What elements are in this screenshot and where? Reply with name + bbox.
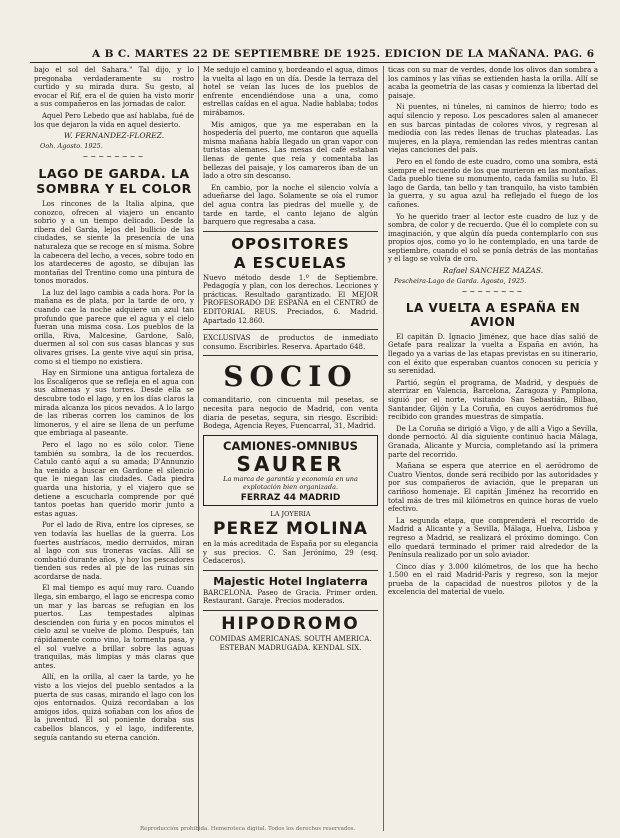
ornament-divider: ~~~~~~~~ — [82, 153, 146, 162]
article-paragraph: Mañana se espera que aterrice en el aeródromo de Cuatro Vientos, donde será recibido por las autoridades y por sus compañeros de aviación, que le preparan un cariñoso homenaje. El capitán Jiménez ha recorrido en total más de tres mil kilómetros en quince horas de vuelo efectivo. — [388, 462, 598, 514]
article-headline: LA VUELTA A ESPAÑA EN AVION — [405, 300, 581, 329]
author-signature: Rafael SANCHEZ MAZAS. — [442, 266, 544, 276]
dateline: Pescheira-Lago de Garda. Agosto, 1925. — [394, 276, 527, 285]
article-paragraph: Allí, en la orilla, al caer la tarde, yo he visto a los viejos del pueblo sentados a la puerta de sus casas, mirando el lago con los ojos entornados. Quizá recordaban a los amigos idos, quizá soñaban con los años de la juventud. El sol poniente doraba sus cabellos blancos, y el lago, indiferente, seguía cantando su eterna canción. — [34, 673, 194, 742]
ad-divider — [203, 231, 378, 232]
ad-saurer-title: CAMIONES-OMNIBUS — [223, 438, 358, 453]
ad-divider — [203, 570, 378, 571]
article-paragraph: Yo he querido traer al lector este cuadro de luz y de sombra, de color y de recuerdo. Que él lo complete con su imaginación, y que algún día pueda contemplarlo con sus propios ojos, como yo lo he contemplado, en una tarde de septiembre, cuando el sol se ponía detrás de las montañas y el lago se volvía de oro. — [388, 212, 598, 264]
ad-joyeria-label: LA JOYERIA — [270, 510, 311, 519]
article-paragraph: Hay en Sirmione una antigua fortaleza de los Escalígeros que se refleja en el agua con sus almenas y sus torres. Desde ella se descubre todo el lago, y en los días claros la mirada alcanza los picos nevados. A lo largo de las riberas corren los caminos de los limoneros, y el aire se llena de un perfume que embriaga al paseante. — [34, 369, 194, 438]
ad-hotel-title: Majestic Hotel Inglaterra — [213, 574, 368, 588]
article-paragraph: El capitán D. Ignacio Jiménez, que hace días salió de Getafe para realizar la vuelta a España en avión, ha llegado ya a varias de las etapas previstas en su itinerario, con el éxito que esperaban cuantos conocen su pericia y su serenidad. — [388, 332, 598, 376]
article-paragraph: Mis amigos, que ya me esperaban en la hospedería del puerto, me contaron que aquella misma mañana había llegado un gran vapor con turistas alemanes. Las mesas del café estaban llenas de gente que reía y comentaba las bellezas del paisaje, y los camareros iban de un lado a otro sin descanso. — [203, 120, 378, 181]
article-paragraph: En cambio, por la noche el silencio volvía a adueñarse del lago. Solamente se oía el rumor del agua contra las piedras del muelle y, de tarde en tarde, el canto lejano de algún barquero que regresaba a casa. — [203, 183, 378, 227]
ad-hotel-text: BARCELONA. Paseo de Gracia. Primer orden. Restaurant. Garaje. Precios moderados. — [203, 588, 378, 606]
column-divider — [383, 66, 384, 831]
article-paragraph: Cinco días y 3.000 kilómetros, de los que ha hecho 1.500 en el raid Madrid-París y regreso, son la mejor prueba de la capacidad de nuestros pilotos y de la excelencia del material de vuelo. — [388, 562, 598, 597]
ad-saurer-brand: SAURER — [236, 451, 345, 476]
article-paragraph: La luz del lago cambia a cada hora. Por la mañana es de plata, por la tarde de oro, y cuando cae la noche adquiere un azul tan profundo que parece que el agua y el cielo fueran una misma cosa. Los pueblos de la orilla, Riva, Malcesine, Gardone, Salò, duermen al sol con sus casas blancas y sus olivares grises. La gente vive aquí sin prisa, como si el tiempo no existiera. — [34, 288, 194, 366]
footer-watermark-text: Reproducción prohibida. Hemeroteca digital. Todos los derechos reservados. — [140, 826, 356, 832]
ad-saurer-address: FERRAZ 44 MADRID — [240, 492, 341, 503]
ad-socio-title: SOCIO — [223, 360, 358, 394]
ad-opositores-title: OPOSITORES — [231, 234, 350, 253]
article-paragraph: Me sedujo el camino y, bordeando el agua, dimos la vuelta al lago en un día. Desde la terraza del hotel se veían las luces de los pueblos de enfrente encendiéndose una a una, como estrellas caídas en el agua. Nadie hablaba; todos mirábamos. — [203, 66, 378, 117]
author-signature: W. FERNANDEZ-FLOREZ. — [63, 131, 165, 141]
ad-opositores-text: Nuevo método desde 1.º de Septiembre. Pedagogía y plan, con los derechos. Lecciones y prácticas. Resultado garantizado. El MEJOR PROFESORADO DE ESPAÑA en el CENTRO de EDITORIAL REUS. Preciados, 6. Madrid. Apartado 12.860. — [203, 273, 378, 325]
ad-saurer-tagline: La marca de garantía y economía en una explotación bien organizada. — [223, 474, 358, 491]
article-paragraph: bajo el sol del Sahara." Tal dijo, y lo pregonaba verdaderamente su rostro curtido y su mirada dura. Su gesto, al evocar el Rif, era el de quien ha visto morir a sus compañeros en las jornadas de calor. — [34, 66, 194, 109]
page-header: A B C. MARTES 22 DE SEPTIEMBRE DE 1925. EDICION DE LA MAÑANA. PAG. 6 — [92, 48, 595, 60]
column-2 — [203, 66, 378, 831]
dateline: Ooh. Agosto. 1925. — [40, 141, 103, 150]
column-1 — [34, 66, 194, 831]
ad-divider — [203, 355, 378, 356]
article-paragraph: Aquel Pero Lebedo que así hablaba, fué de los que dejaron la vida en aquel desierto. — [34, 111, 194, 129]
ad-divider — [203, 329, 378, 330]
ad-exclusivas-text: EXCLUSIVAS de productos de inmediato consumo. Escribirles. Reserva. Apartado 648. — [203, 334, 378, 351]
ad-divider — [203, 610, 378, 611]
article-paragraph: Pero en el fondo de este cuadro, como una sombra, está siempre el recuerdo de los que murieron en las montañas. Cada pueblo tiene su monumento, cada familia su luto. El lago de Garda, tan bello y tan tranquilo, ha visto también la guerra, y su agua azul ha reflejado el fuego de los cañones. — [388, 157, 598, 209]
ad-hipodromo-text: COMIDAS AMERICANAS. SOUTH AMERICA. ESTEBAN MADRUGADA. KENDAL SIX. — [209, 634, 372, 652]
ad-hipodromo-title: HIPODROMO — [221, 613, 360, 634]
article-headline: LAGO DE GARDA. LA SOMBRA Y EL COLOR — [36, 165, 192, 196]
article-paragraph: ticas con su mar de verdes, donde los olivos dan sombra a los caminos y las viñas se extienden hasta la orilla. Allí se acaba la geometría de las casas y comienza la libertad del paisaje. — [388, 66, 598, 100]
ornament-divider: ~~~~~~~~ — [461, 288, 525, 297]
article-paragraph: Los rincones de la Italia alpina, que conozco, ofrecen al viajero un encanto sobrio y a un tiempo delicado. Desde la ribera del Garda, lejos del bullicio de las ciudades, se siente la presencia de una naturaleza que se recoge en sí misma. Sobre la cabecera del lecho, a veces, sobre todo en los atardeceres de agosto, se dibujan las montañas del Trentino como una pintura de tonos morados. — [34, 199, 194, 286]
ad-socio-text: comanditario, con cincuenta mil pesetas, se necesita para negocio de Madrid, con venta diaria de pesetas, segura, sin riesgo. Escribid: Bodega, Agencia Reyes, Fuencarral, 31, Madrid. — [203, 396, 378, 431]
article-paragraph: Ni puentes, ni túneles, ni caminos de hierro; todo es aquí silencio y reposo. Los pescadores salen al amanecer en sus barcas pintadas de colores vivos, y regresan al mediodía con las redes llenas de truchas plateadas. Las mujeres, en la playa, remiendan las redes mientras cantan viejas canciones del país. — [388, 103, 598, 155]
article-paragraph: La segunda etapa, que comprenderá el recorrido de Madrid a Alicante y a Sevilla, Málaga, Huelva, Lisboa y regreso a Madrid, se realizará el próximo domingo. Con ello quedará terminado el primer raid alrededor de la Península realizado por un solo aviador. — [388, 516, 598, 560]
article-paragraph: Por el lado de Riva, entre los cipreses, se ven todavía las huellas de la guerra. Los fuertes austríacos, medio derruidos, miran al lago con sus troneras vacías. Allí se combatió durante años, y hoy los pescadores tienden sus redes al pie de las ruinas sin acordarse de nada. — [34, 521, 194, 581]
ad-saurer-box — [203, 435, 378, 507]
ad-perez-molina-title: PEREZ MOLINA — [213, 519, 368, 539]
header-rule — [30, 62, 595, 63]
column-divider — [198, 66, 199, 831]
ad-escuelas-title: A ESCUELAS — [233, 253, 348, 272]
article-paragraph: El mal tiempo es aquí muy raro. Cuando llega, sin embargo, el lago se encrespa como un mar y las barcas se refugian en los puertos. Las tempestades alpinas descienden con furia y en pocos minutos el cielo azul se vuelve de plomo. Después, tan rápidamente como vino, la tormenta pasa, y el sol vuelve a brillar sobre las aguas tranquilas, más limpias y más claras que antes. — [34, 584, 194, 670]
ad-perez-molina-text: en la más acreditada de España por su elegancia y sus precios. C. San Jerónimo, 29 (esq. Cedaceros). — [203, 540, 378, 566]
article-paragraph: Partió, según el programa, de Madrid, y después de aterrizar en Valencia, Barcelona, Zaragoza y Pamplona, siguió por el norte, visitando San Sebastián, Bilbao, Santander, Gijón y La Coruña, en cuyos aeródromos fué recibido con grandes muestras de simpatía. — [388, 378, 598, 422]
article-paragraph: Pero el lago no es sólo color. Tiene también su sombra, la de los recuerdos. Catulo cantó aquí a su amada; D'Annunzio ha venido a buscar en Gardone el silencio que le niegan las ciudades. Cada piedra guarda una historia, y el viajero que se detiene a escucharla comprende por qué tantos poetas han querido morir junto a estas aguas. — [34, 440, 194, 518]
column-3 — [388, 66, 598, 831]
article-paragraph: De La Coruña se dirigió a Vigo, y de allí a Vigo a Sevilla, donde pernoctó. Al día siguiente continuó hacia Málaga, Granada, Alicante y Murcia, completando así la primera parte del recorrido. — [388, 424, 598, 459]
